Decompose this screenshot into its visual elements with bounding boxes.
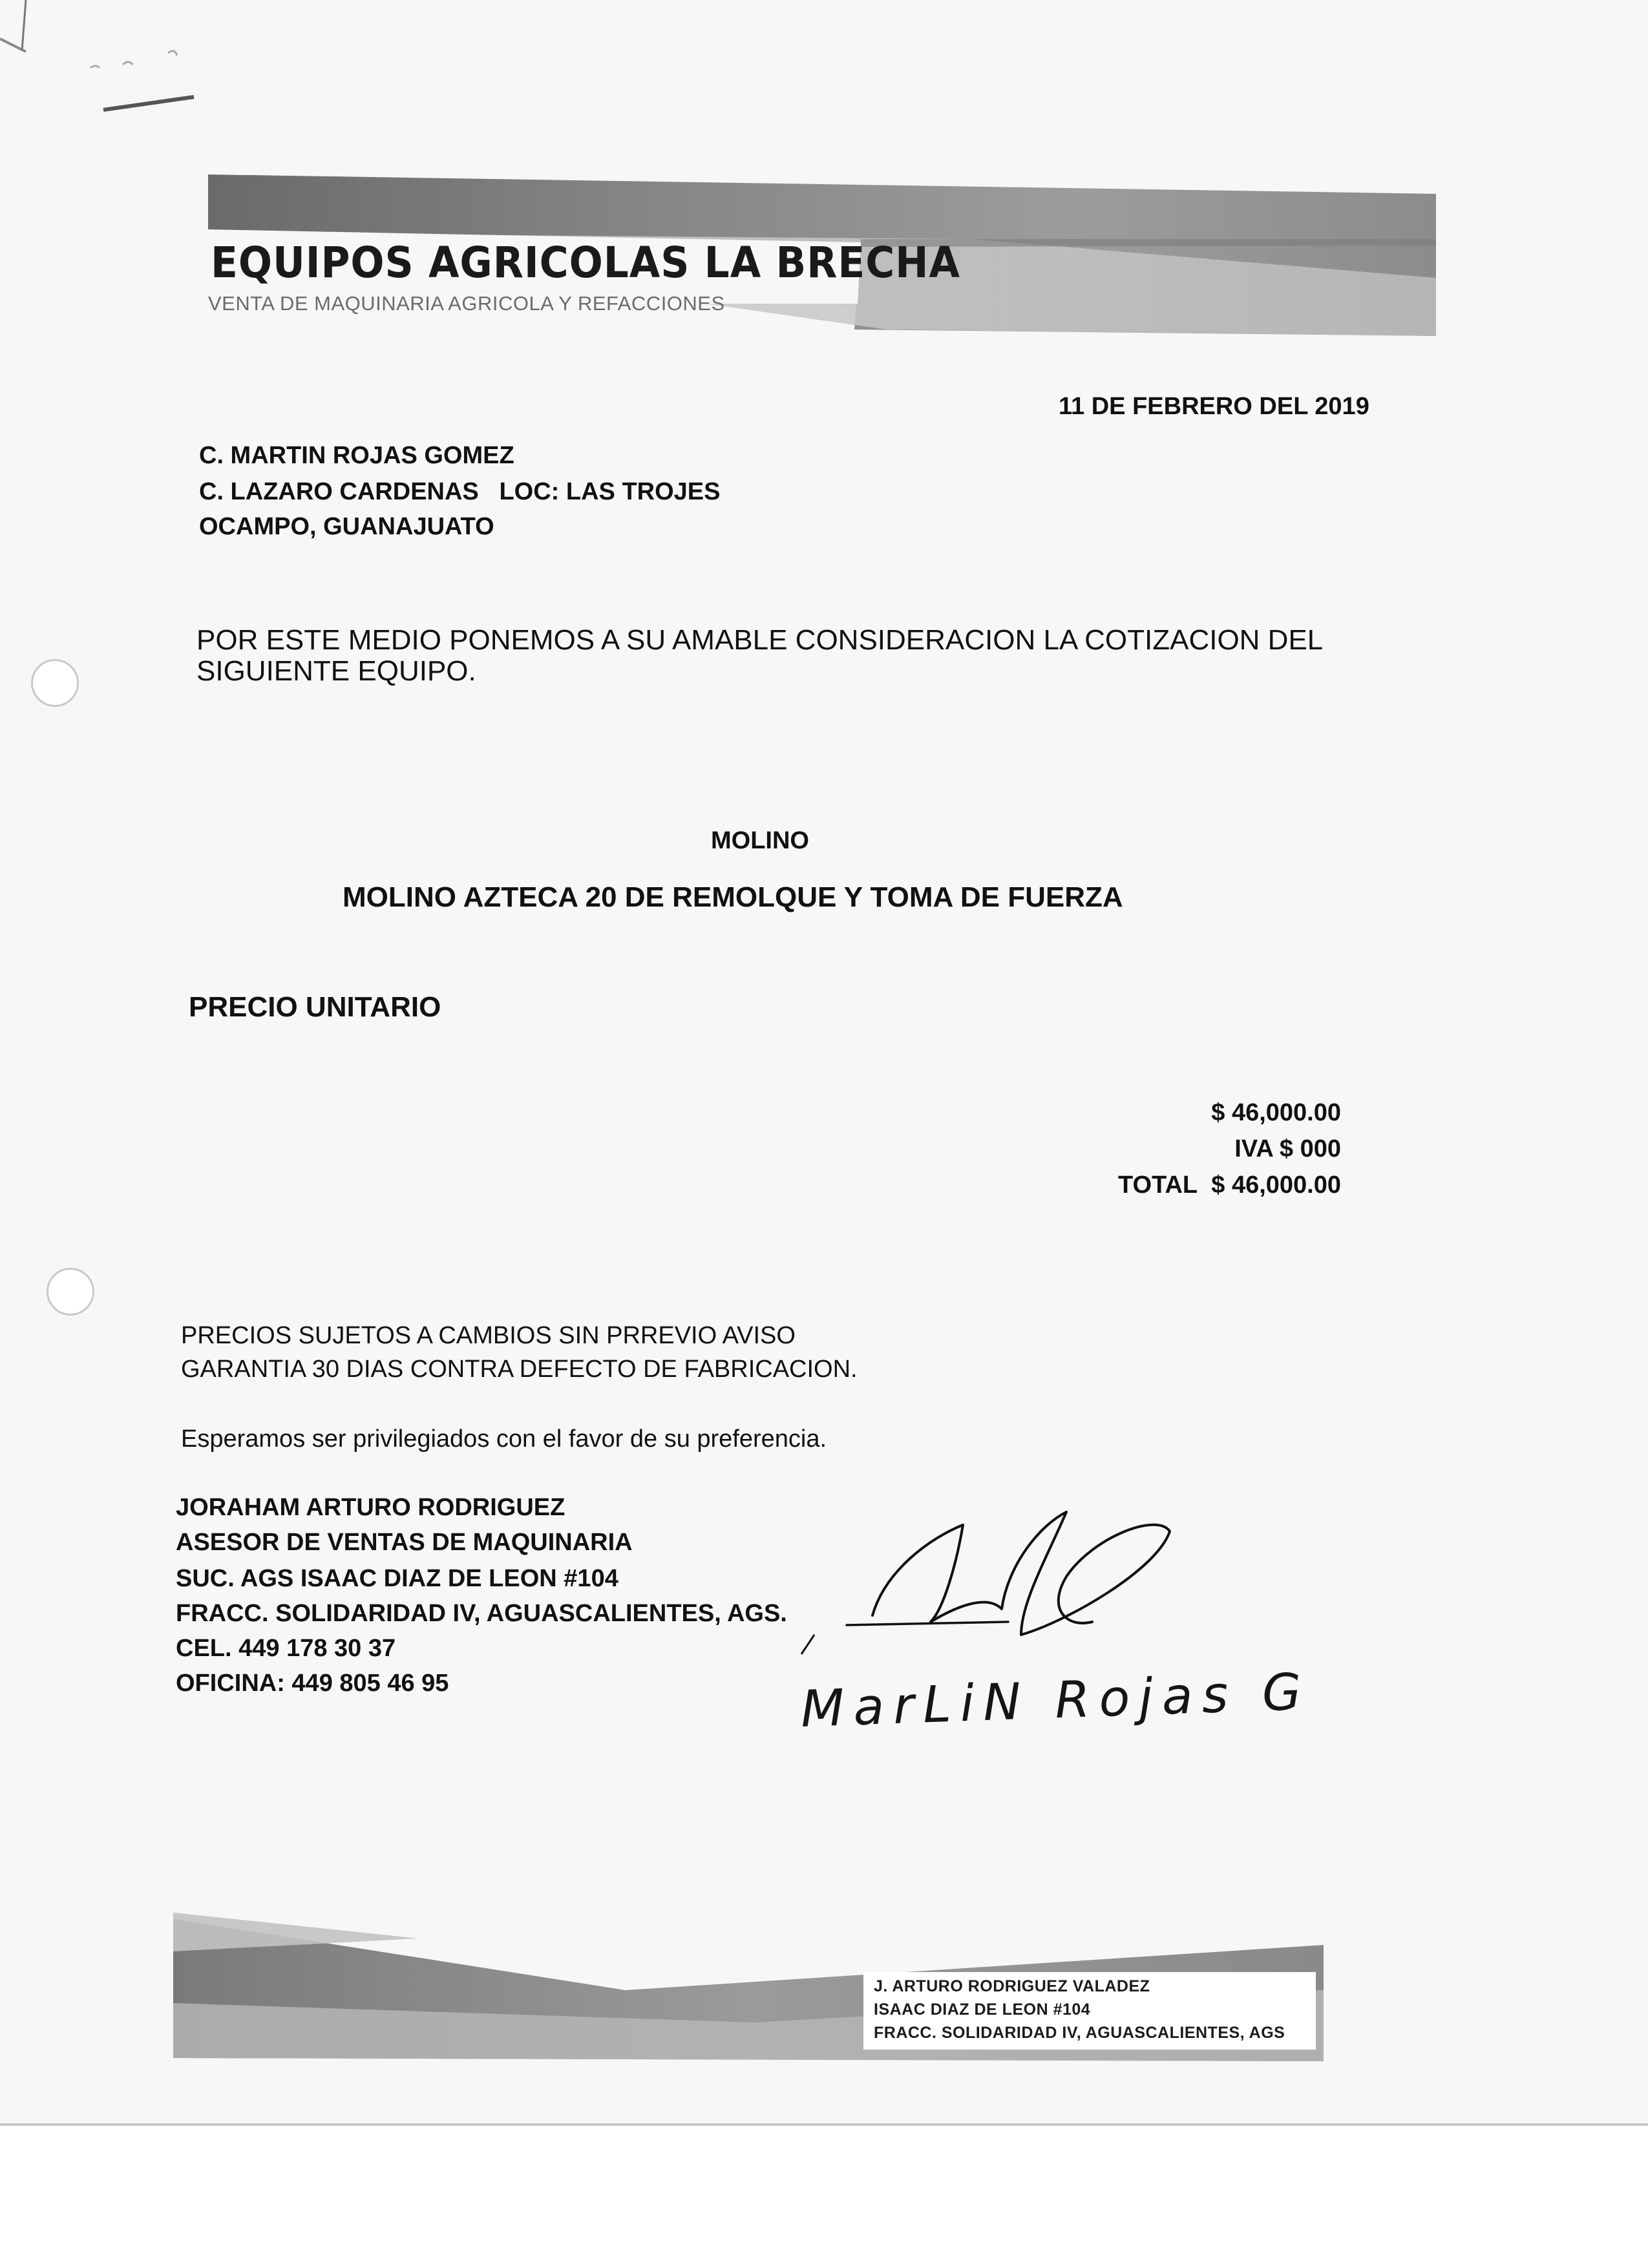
sender-name: JORAHAM ARTURO RODRIGUEZ (176, 1494, 565, 1521)
footer-line-1: J. ARTURO RODRIGUEZ VALADEZ (874, 1977, 1150, 1995)
total-label: TOTAL (1117, 1171, 1198, 1199)
handwritten-signature (795, 1486, 1312, 1758)
intro-line-2: SIGUIENTE EQUIPO. (196, 655, 476, 687)
recipient-street-text: C. LAZARO CARDENAS (199, 478, 479, 505)
sender-office: OFICINA: 449 805 46 95 (176, 1670, 449, 1697)
unit-price-label: PRECIO UNITARIO (189, 991, 441, 1023)
iva-amount: IVA $ 000 (1234, 1135, 1341, 1162)
company-name: EQUIPOS AGRICOLAS LA BRECHA (211, 238, 960, 288)
scan-corner-mark (0, 0, 220, 129)
closing-text: Esperamos ser privilegiados con el favor de su preferencia. (181, 1425, 827, 1453)
sender-title: ASESOR DE VENTAS DE MAQUINARIA (176, 1529, 633, 1556)
price-summary (1118, 1095, 1341, 1203)
handwritten-recipient-name: MarLiN Rojas G (799, 1663, 1311, 1739)
total-row (1118, 1167, 1341, 1203)
punch-hole-top (31, 659, 79, 707)
condition-line-2: GARANTIA 30 DIAS CONTRA DEFECTO DE FABRICACION. (181, 1356, 858, 1383)
sender-cell: CEL. 449 178 30 37 (176, 1635, 396, 1662)
footer-line-2: ISAAC DIAZ DE LEON #104 (874, 2000, 1091, 2019)
scan-bottom-area (0, 2126, 1648, 2268)
product-description: MOLINO AZTECA 20 DE REMOLQUE Y TOMA DE FUERZA (343, 881, 1123, 913)
condition-line-1: PRECIOS SUJETOS A CAMBIOS SIN PRREVIO AVISO (181, 1322, 796, 1349)
company-tagline: VENTA DE MAQUINARIA AGRICOLA Y REFACCIONES (208, 292, 725, 315)
quote-date: 11 DE FEBRERO DEL 2019 (1059, 393, 1369, 420)
sender-address: FRACC. SOLIDARIDAD IV, AGUASCALIENTES, AGS. (176, 1600, 787, 1627)
punch-hole-bottom (47, 1268, 94, 1316)
intro-line-1: POR ESTE MEDIO PONEMOS A SU AMABLE CONSIDERACION LA COTIZACION DEL (196, 624, 1324, 656)
total-amount: $ 46,000.00 (1211, 1171, 1341, 1199)
recipient-street (199, 478, 721, 506)
recipient-city: OCAMPO, GUANAJUATO (199, 513, 494, 540)
sender-branch: SUC. AGS ISAAC DIAZ DE LEON #104 (176, 1565, 618, 1592)
recipient-name: C. MARTIN ROJAS GOMEZ (199, 442, 514, 469)
product-heading: MOLINO (711, 827, 809, 854)
recipient-locality: LOC: LAS TROJES (499, 478, 721, 505)
subtotal-amount: $ 46,000.00 (1211, 1099, 1341, 1126)
footer-line-3: FRACC. SOLIDARIDAD IV, AGUASCALIENTES, AGS (874, 2024, 1285, 2042)
